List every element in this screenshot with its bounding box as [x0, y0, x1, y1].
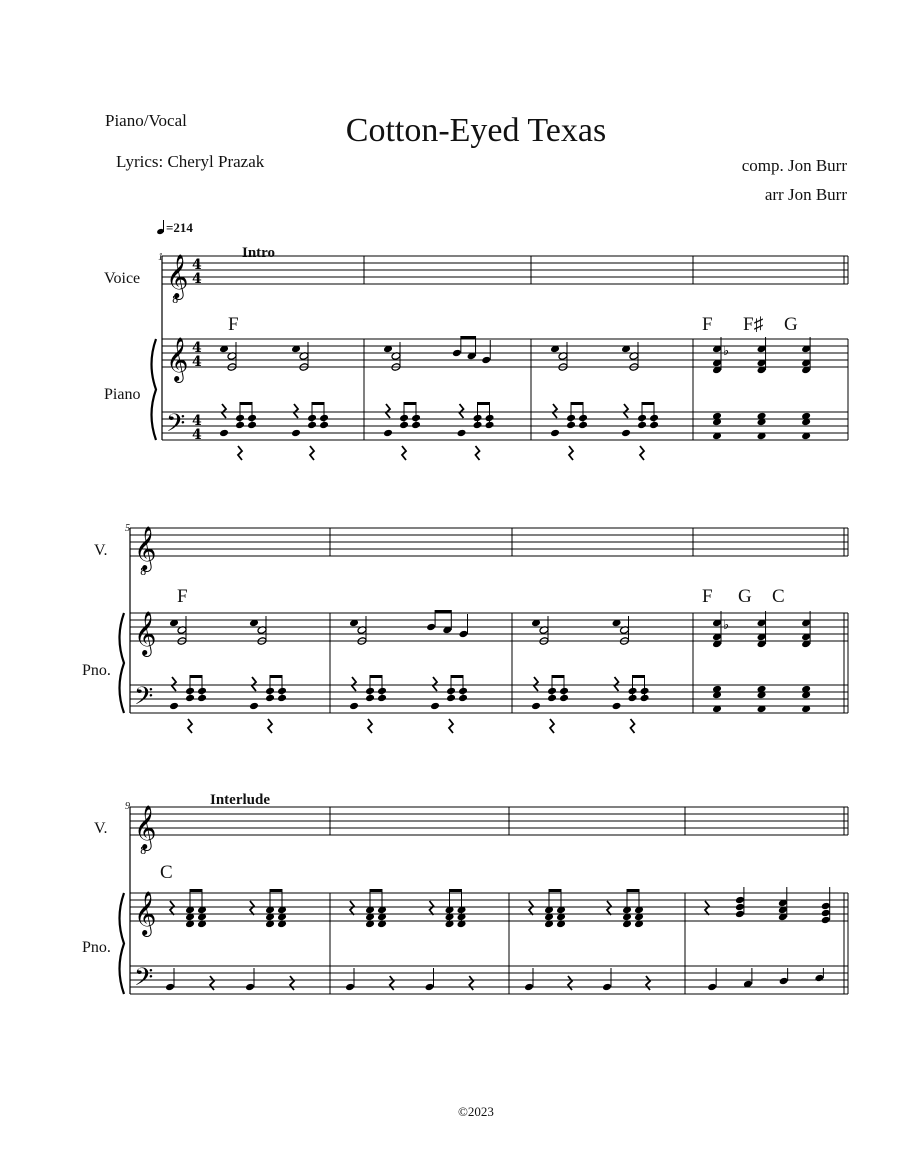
- quarter-rest-icon: [615, 677, 619, 691]
- beam: [461, 336, 476, 339]
- notehead: [735, 910, 745, 919]
- piano-part-label: Pno.: [82, 662, 111, 679]
- notehead: [249, 702, 259, 711]
- treble-clef-icon: 𝄞: [134, 526, 157, 570]
- chord-symbol: F: [702, 314, 713, 335]
- beam: [451, 675, 464, 678]
- beam: [571, 402, 584, 405]
- octave-mark: 8: [172, 295, 179, 306]
- quarter-rest-icon: [430, 901, 434, 915]
- time-signature-top: 4: [192, 257, 202, 273]
- measure-number: 1: [158, 252, 163, 263]
- beam: [642, 402, 655, 405]
- notehead: [612, 702, 622, 711]
- piano-brace-icon: [152, 339, 157, 440]
- quarter-rest-icon: [631, 719, 635, 733]
- piano-brace-icon: [120, 893, 125, 994]
- notehead: [531, 702, 541, 711]
- chord-symbol: G: [738, 586, 752, 607]
- quarter-rest-icon: [250, 901, 254, 915]
- piano-brace-icon: [120, 613, 125, 713]
- quarter-rest-icon: [386, 404, 390, 418]
- treble-clef-icon: 𝄞: [134, 891, 157, 935]
- chord-symbol: F: [228, 314, 239, 335]
- beam: [549, 889, 562, 892]
- beam: [627, 889, 640, 892]
- composer-credit: comp. Jon Burr: [741, 156, 847, 175]
- quarter-rest-icon: [568, 976, 572, 990]
- piano-bass-staff: [130, 966, 848, 994]
- notehead: [426, 623, 436, 632]
- octave-mark: 8: [140, 846, 147, 857]
- time-signature-bottom: 4: [192, 354, 202, 370]
- notehead: [452, 349, 462, 358]
- quarter-rest-icon: [705, 901, 709, 915]
- flat-icon: ♭: [723, 618, 730, 633]
- beam: [190, 889, 203, 892]
- notehead: [821, 909, 831, 918]
- treble-clef-icon: 𝄞: [166, 337, 189, 381]
- treble-clef-icon: 𝄞: [134, 611, 157, 655]
- notehead: [345, 983, 355, 992]
- quarter-rest-icon: [222, 404, 226, 418]
- quarter-rest-icon: [170, 901, 174, 915]
- beam: [478, 402, 491, 405]
- beam: [370, 889, 383, 892]
- measure-number: 9: [125, 801, 130, 812]
- quarter-rest-icon: [368, 719, 372, 733]
- voice-part-label: V.: [94, 820, 108, 837]
- notehead: [524, 983, 534, 992]
- page-title: Cotton-Eyed Texas: [345, 112, 607, 149]
- chord-symbol: C: [772, 586, 785, 607]
- quarter-rest-icon: [252, 677, 256, 691]
- quarter-rest-icon: [640, 446, 644, 460]
- quarter-rest-icon: [646, 976, 650, 990]
- notehead: [219, 429, 229, 438]
- voice-staff: [130, 528, 848, 556]
- notehead: [735, 896, 745, 905]
- beam: [552, 675, 565, 678]
- quarter-rest-icon: [290, 976, 294, 990]
- quarter-rest-icon: [350, 901, 354, 915]
- treble-clef-icon: 𝄞: [134, 805, 157, 849]
- quarter-rest-icon: [402, 446, 406, 460]
- voice-part-label: Voice: [104, 270, 141, 287]
- notehead: [430, 702, 440, 711]
- notehead: [779, 977, 789, 986]
- treble-clef-icon: 𝄞: [166, 254, 189, 298]
- quarter-rest-icon: [460, 404, 464, 418]
- notehead: [821, 902, 831, 911]
- quarter-rest-icon: [188, 719, 192, 733]
- quarter-rest-icon: [172, 677, 176, 691]
- quarter-rest-icon: [238, 446, 242, 460]
- chord-symbol: F♯: [743, 314, 764, 335]
- quarter-rest-icon: [433, 677, 437, 691]
- notehead: [814, 974, 824, 983]
- section-label: Intro: [242, 245, 276, 261]
- quarter-rest-icon: [310, 446, 314, 460]
- piano-bass-staff: [162, 412, 848, 440]
- beam: [404, 402, 417, 405]
- piano-part-label: Pno.: [82, 939, 111, 956]
- quarter-rest-icon: [210, 976, 214, 990]
- lyricist-credit: Lyrics: Cheryl Prazak: [116, 152, 265, 171]
- bass-clef-icon: 𝄢: [134, 963, 154, 998]
- notehead: [349, 702, 359, 711]
- notehead: [602, 983, 612, 992]
- piano-treble-staff: [162, 339, 848, 367]
- notehead: [291, 429, 301, 438]
- piano-part-label: Piano: [104, 386, 141, 403]
- voice-part-label: V.: [94, 542, 108, 559]
- time-signature-top: 4: [192, 340, 202, 356]
- tempo-value: =214: [166, 220, 193, 235]
- beam: [270, 675, 283, 678]
- notehead: [481, 356, 491, 365]
- beam: [240, 402, 253, 405]
- notehead: [457, 429, 467, 438]
- quarter-rest-icon: [569, 446, 573, 460]
- notehead: [707, 983, 717, 992]
- notehead: [245, 983, 255, 992]
- chord-symbol: C: [160, 862, 173, 883]
- notehead: [459, 630, 469, 639]
- time-signature-bottom: 4: [192, 271, 202, 287]
- piano-bass-staff: [130, 685, 848, 713]
- beam: [435, 610, 451, 613]
- notehead: [735, 903, 745, 912]
- instrumentation-label: Piano/Vocal: [105, 111, 187, 130]
- quarter-rest-icon: [294, 404, 298, 418]
- piano-treble-staff: [130, 613, 848, 641]
- bass-clef-icon: 𝄢: [166, 409, 186, 444]
- beam: [190, 675, 203, 678]
- notehead: [165, 983, 175, 992]
- copyright-notice: ©2023: [458, 1104, 494, 1119]
- beam: [270, 889, 283, 892]
- beam: [633, 675, 646, 678]
- quarter-rest-icon: [624, 404, 628, 418]
- quarter-rest-icon: [390, 976, 394, 990]
- quarter-rest-icon: [268, 719, 272, 733]
- notehead: [169, 702, 179, 711]
- bass-clef-icon: 𝄢: [134, 682, 154, 717]
- quarter-rest-icon: [534, 677, 538, 691]
- voice-staff: [130, 807, 848, 835]
- measure-number: 5: [125, 523, 130, 534]
- quarter-rest-icon: [553, 404, 557, 418]
- quarter-rest-icon: [529, 901, 533, 915]
- beam: [312, 402, 325, 405]
- section-label: Interlude: [210, 792, 270, 808]
- notehead: [425, 983, 435, 992]
- chord-symbol: F: [702, 586, 713, 607]
- quarter-rest-icon: [469, 976, 473, 990]
- time-signature-bottom: 4: [192, 427, 202, 443]
- notehead: [821, 916, 831, 925]
- voice-staff: [162, 256, 848, 284]
- arranger-credit: arr Jon Burr: [764, 185, 847, 204]
- notehead: [550, 429, 560, 438]
- octave-mark: 8: [140, 567, 147, 578]
- notehead: [383, 429, 393, 438]
- quarter-rest-icon: [550, 719, 554, 733]
- quarter-rest-icon: [476, 446, 480, 460]
- flat-icon: ♭: [723, 344, 730, 359]
- quarter-rest-icon: [607, 901, 611, 915]
- notehead: [621, 429, 631, 438]
- quarter-rest-icon: [449, 719, 453, 733]
- time-signature-top: 4: [192, 413, 202, 429]
- chord-symbol: F: [177, 586, 188, 607]
- chord-symbol: G: [784, 314, 798, 335]
- quarter-rest-icon: [352, 677, 356, 691]
- beam: [450, 889, 463, 892]
- beam: [370, 675, 383, 678]
